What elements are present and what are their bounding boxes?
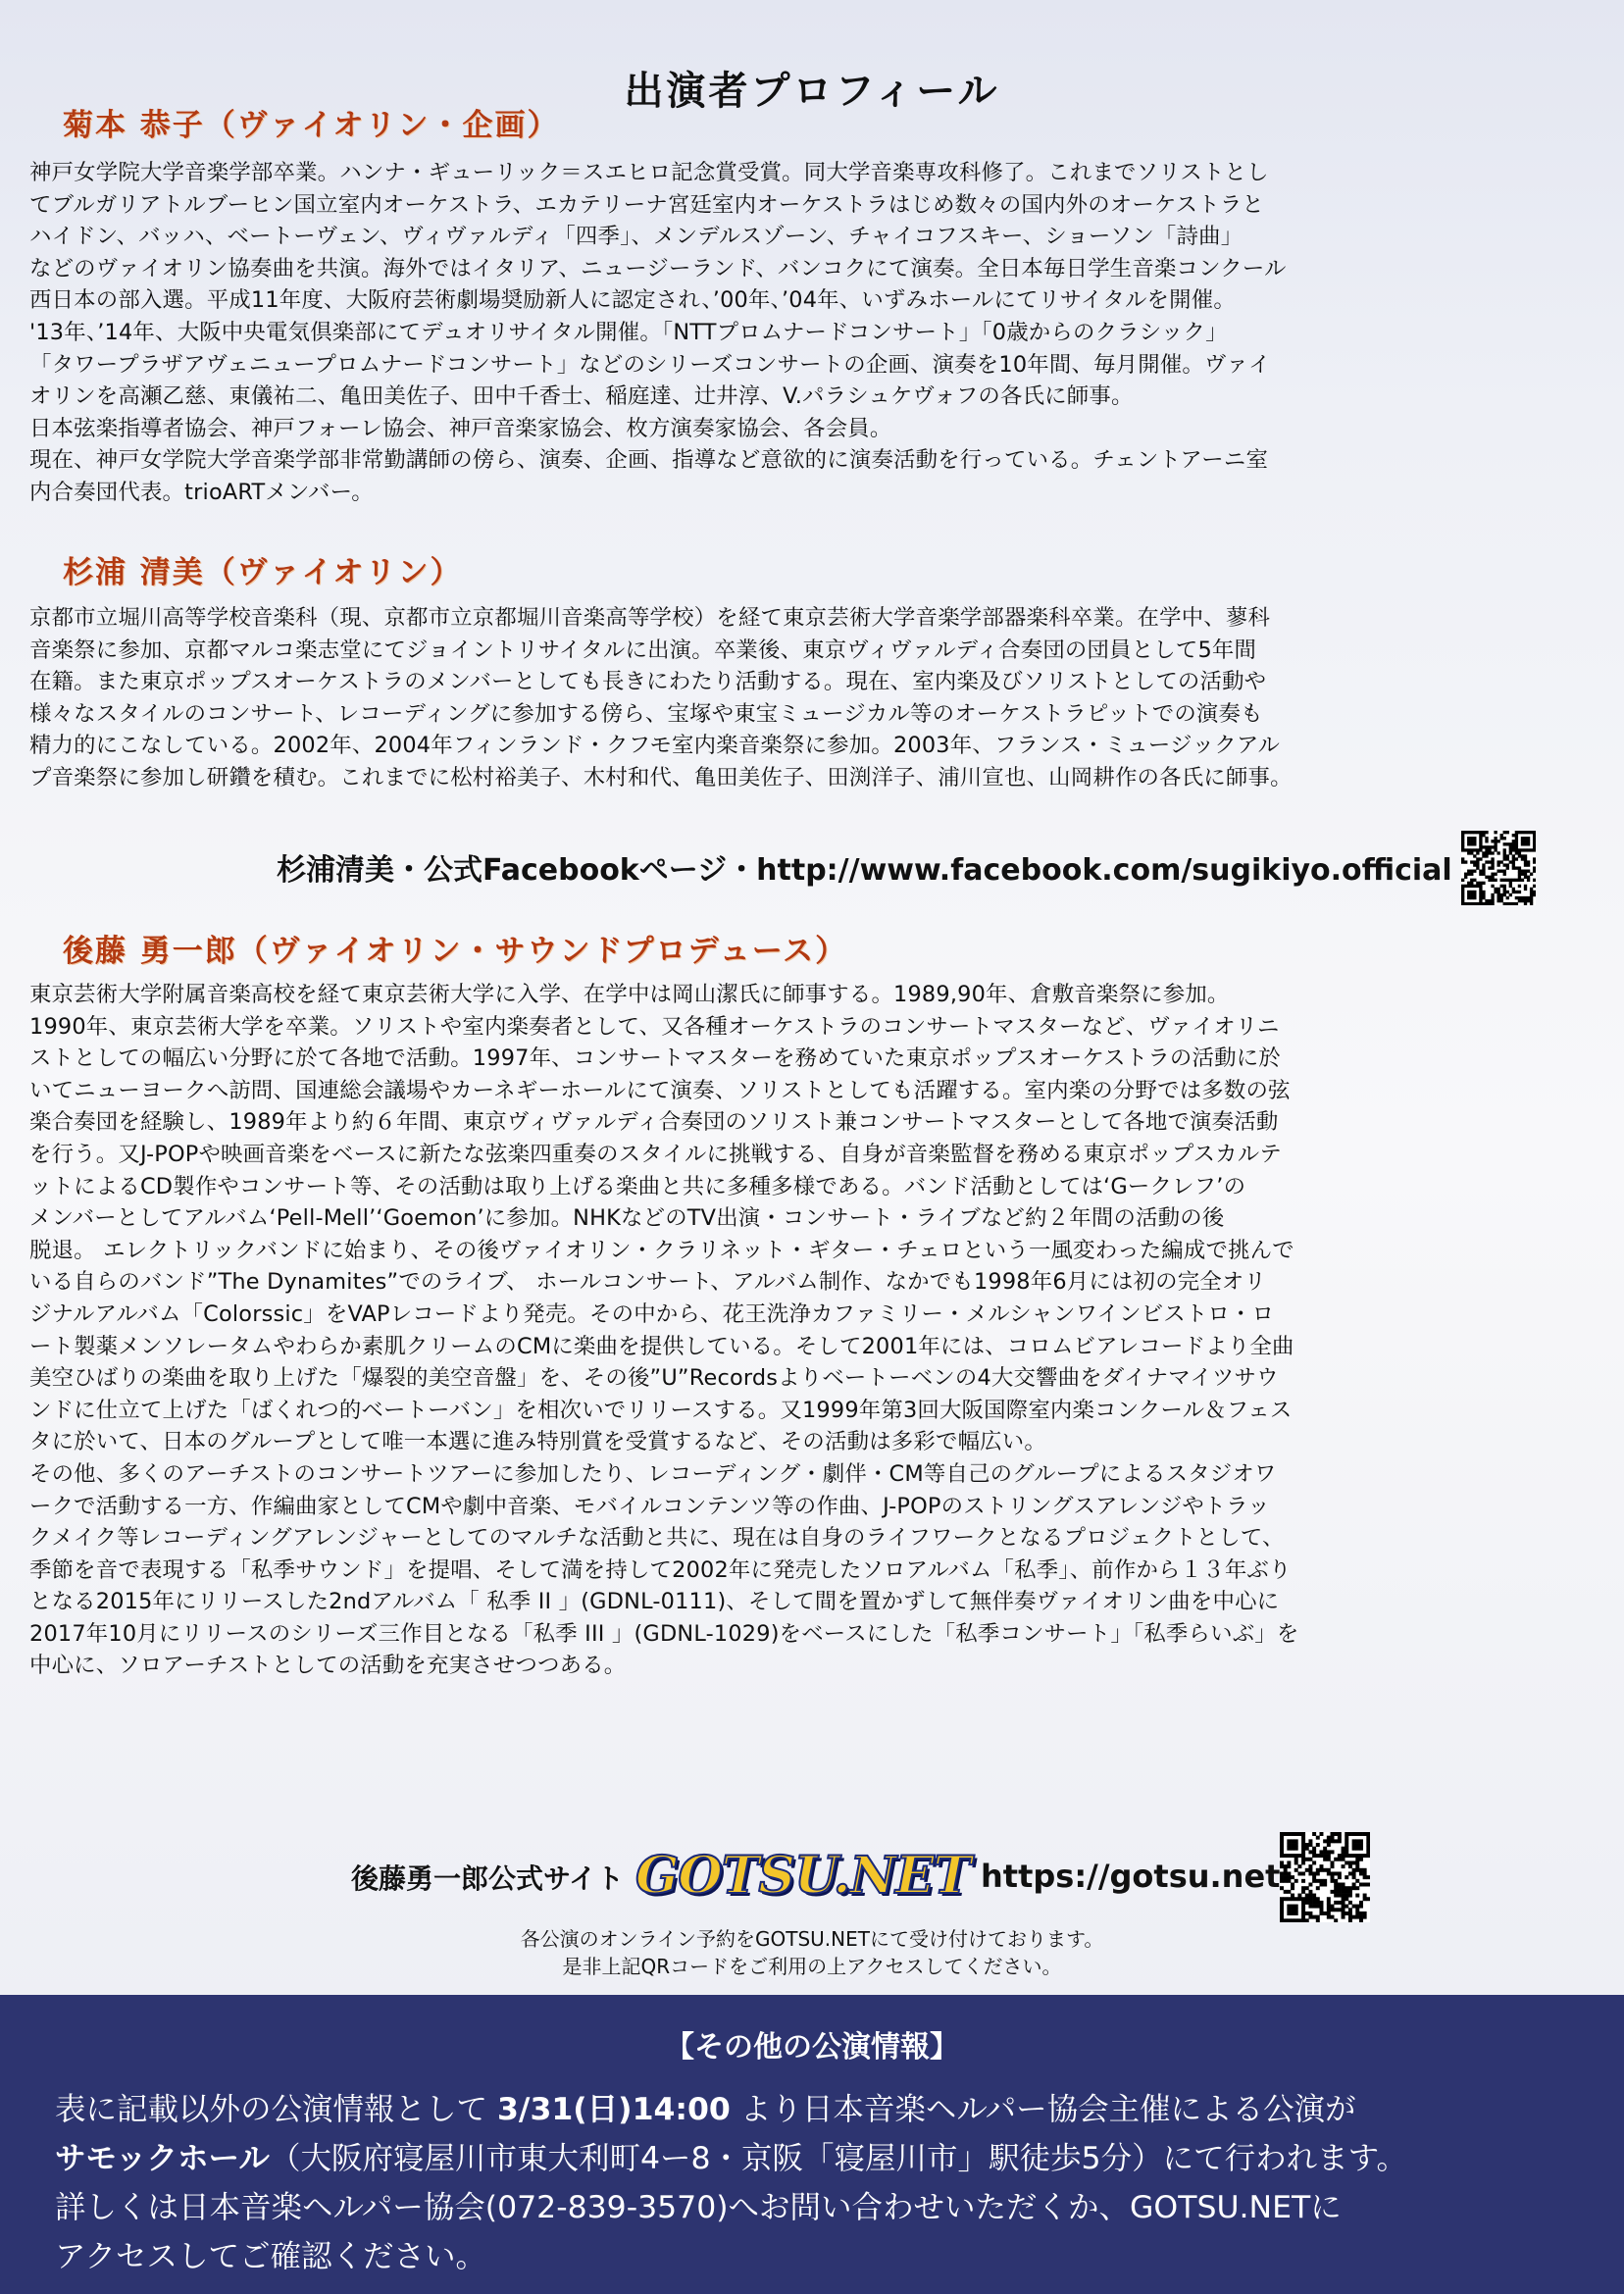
performer-heading-goto: 後藤 勇一郎（ヴァイオリン・サウンドプロデュース） <box>63 934 848 969</box>
performer-heading-kikumoto: 菊本 恭子（ヴァイオリン・企画） <box>63 108 560 143</box>
official-site-url[interactable]: https://gotsu.net <box>981 1858 1281 1895</box>
official-site-label: 後藤勇一郎公式サイト <box>351 1862 625 1895</box>
performance-datetime: 3/31(日)14:00 <box>497 2092 731 2127</box>
performer-bio-goto: 東京芸術大学附属音楽高校を経て東京芸術大学に入学、在学中は岡山潔氏に師事する。1989,90年、倉敷音楽祭に参加。 1990年、東京芸術大学を卒業。ソリストや室内楽奏者として、又各種オーケストラのコンサートマスターなど、ヴァイオリニ ストとしての幅広い分野に於て各地で活動。1997年、コンサートマスターを務めていた東京ポップスオーケストラの活動に於 いてニューヨークへ訪問、国連総会議場やカーネギーホールにて演奏、ソリストとしても活躍する。室内楽の分野では多数の弦 楽合奏団を経験し、1989年より約６年間、東京ヴィヴァルディ合奏団のソリスト兼コンサートマスターとして各地で演奏活動 を行う。又J-POPや映画音楽をベースに新たな弦楽四重奏のスタイルに挑戦する、自身が音楽監督を務める東京ポップスカルテ ットによるCD製作やコンサート等、その活動は取り上げる楽曲と共に多種多様である。バンド活動としては‘Gークレフ’の メンバーとしてアルバム‘Pell-Mell’‘Goemon’に参加。NHKなどのTV出演・コンサート・ライブなど約２年間の活動の後 脱退。 エレクトリックバンドに始まり、その後ヴァイオリン・クラリネット・ギター・チェロという一風変わった編成で挑んで いる自らのバンド”The Dynamites”でのライブ、 ホールコンサート、アルバム制作、なかでも1998年6月には初の完全オリ ジナルアルバム「Colorssic」をVAPレコードより発売。その中から、花王洗浄カファミリー・メルシャンワインビストロ・ロ ート製薬メンソレータムやわらか素肌クリームのCMに楽曲を提供している。そして2001年には、コロムビアレコードより全曲 美空ひばりの楽曲を取り上げた「爆裂的美空音盤」を、その後”U”Recordsよりベートーベンの4大交響曲をダイナマイツサウ ンドに仕立て上げた「ばくれつ的ベートーバン」を相次いでリリースする。又1999年第3回大阪国際室内楽コンクール＆フェス タに於いて、日本のグループとして唯一本選に進み特別賞を受賞するなど、その活動は多彩で幅広い。 その他、多くのアーチストのコンサートツアーに参加したり、レコーディング・劇伴・CM等自己のグループによるスタジオワ ークで活動する一方、作編曲家としてCMや劇中音楽、モバイルコンテンツ等の作曲、J-POPのストリングスアレンジやトラッ クメイク等レコーディングアレンジャーとしてのマルチな活動と共に、現在は自身のライフワークとなるプロジェクトとして、 季節を音で表現する「私季サウンド」を提唱、そして満を持して2002年に発売したソロアルバム「私季」、前作から１３年ぶり となる2015年にリリースした2ndアルバム「 私季 II 」(GDNL-0111)、そして間を置かずして無伴奏ヴァイオリン曲を中心に 2017年10月にリリースのシリーズ三作目となる「私季 III 」(GDNL-1029)をベースにした「私季コンサート」「私季らいぶ」を 中心に、ソロアーチストとしての活動を充実させつつある。 <box>29 982 1299 1679</box>
info-line-4: アクセスしてご確認ください。 <box>55 2239 487 2274</box>
other-performances-body <box>55 2085 1585 2281</box>
performer-bio-kikumoto: 神戸女学院大学音楽学部卒業。ハンナ・ギューリック＝スエヒロ記念賞受賞。同大学音楽専攻科修了。これまでソリストとし てブルガリアトルブーヒン国立室内オーケストラ、エカテリーナ宮廷室内オーケストラはじめ数々の国内外のオーケストラと ハイドン、バッハ、ベートーヴェン、ヴィヴァルディ「四季」、メンデルスゾーン、チャイコフスキー、ショーソン「詩曲」 などのヴァイオリン協奏曲を共演。海外ではイタリア、ニュージーランド、バンコクにて演奏。全日本毎日学生音楽コンクール 西日本の部入選。平成11年度、大阪府芸術劇場奨励新人に認定され、’00年、’04年、いずみホールにてリサイタルを開催。 '13年、’14年、大阪中央電気倶楽部にてデュオリサイタル開催。「NTTプロムナードコンサート」「0歳からのクラシック」 「タワープラザアヴェニュープロムナードコンサート」などのシリーズコンサートの企画、演奏を10年間、毎月開催。ヴァイ オリンを高瀬乙慈、東儀祐二、亀田美佐子、田中千香士、稲庭達、辻井淳、V.パラシュケヴォフの各氏に師事。 日本弦楽指導者協会、神戸フォーレ協会、神戸音楽家協会、枚方演奏家協会、各会員。 現在、神戸女学院大学音楽学部非常勤講師の傍ら、演奏、企画、指導など意欲的に演奏活動を行っている。チェントアーニ室 内合奏団代表。trioARTメンバー。 <box>29 160 1287 505</box>
info-line-2: サモックホール（大阪府寝屋川市東大利町4ー8・京阪「寝屋川市」駅徒歩5分）にて行われます。 <box>55 2141 1408 2176</box>
info-line-1: 表に記載以外の公演情報として 3/31(日)14:00 より日本音楽ヘルパー協会主催による公演が <box>55 2092 1356 2127</box>
gotsu-net-qr-code <box>1280 1832 1370 1922</box>
performer-heading-sugiura: 杉浦 清美（ヴァイオリン） <box>63 555 463 590</box>
page-title: 出演者プロフィール <box>624 68 1000 114</box>
facebook-link[interactable]: 杉浦清美・公式Facebookページ・http://www.facebook.com/sugikiyo.official <box>277 853 1452 888</box>
info-line-3: 詳しくは日本音楽ヘルパー協会(072-839-3570)へお問い合わせいただくか、GOTSU.NETに <box>55 2190 1342 2225</box>
reservation-note: 各公演のオンライン予約をGOTSU.NETにて受け付けております。 是非上記QRコードをご利用の上アクセスしてください。 <box>520 1927 1104 1978</box>
other-performances-title: 【その他の公演情報】 <box>665 2030 959 2065</box>
other-performances-panel <box>0 1995 1624 2294</box>
facebook-qr-code <box>1461 831 1536 905</box>
venue-name: サモックホール <box>55 2141 270 2176</box>
gotsu-net-logo[interactable]: GOTSU.NET <box>635 1846 971 1906</box>
performer-bio-sugiura: 京都市立堀川高等学校音楽科（現、京都市立京都堀川音楽高等学校）を経て東京芸術大学音楽学部器楽科卒業。在学中、蓼科 音楽祭に参加、京都マルコ楽志堂にてジョイントリサイタルに出演。卒業後、東京ヴィヴァルディ合奏団の団員として5年間 在籍。また東京ポップスオーケストラのメンバーとしても長きにわたり活動する。現在、室内楽及びソリストとしての活動や 様々なスタイルのコンサート、レコーディングに参加する傍ら、宝塚や東宝ミュージカル等のオーケストラピットでの演奏も 精力的にこなしている。2002年、2004年フィンランド・クフモ室内楽音楽祭に参加。2003年、フランス・ミュージックアル プ音楽祭に参加し研鑽を積む。これまでに松村裕美子、木村和代、亀田美佐子、田渕洋子、浦川宣也、山岡耕作の各氏に師事。 <box>29 605 1293 790</box>
official-site-row <box>0 1846 1624 1912</box>
